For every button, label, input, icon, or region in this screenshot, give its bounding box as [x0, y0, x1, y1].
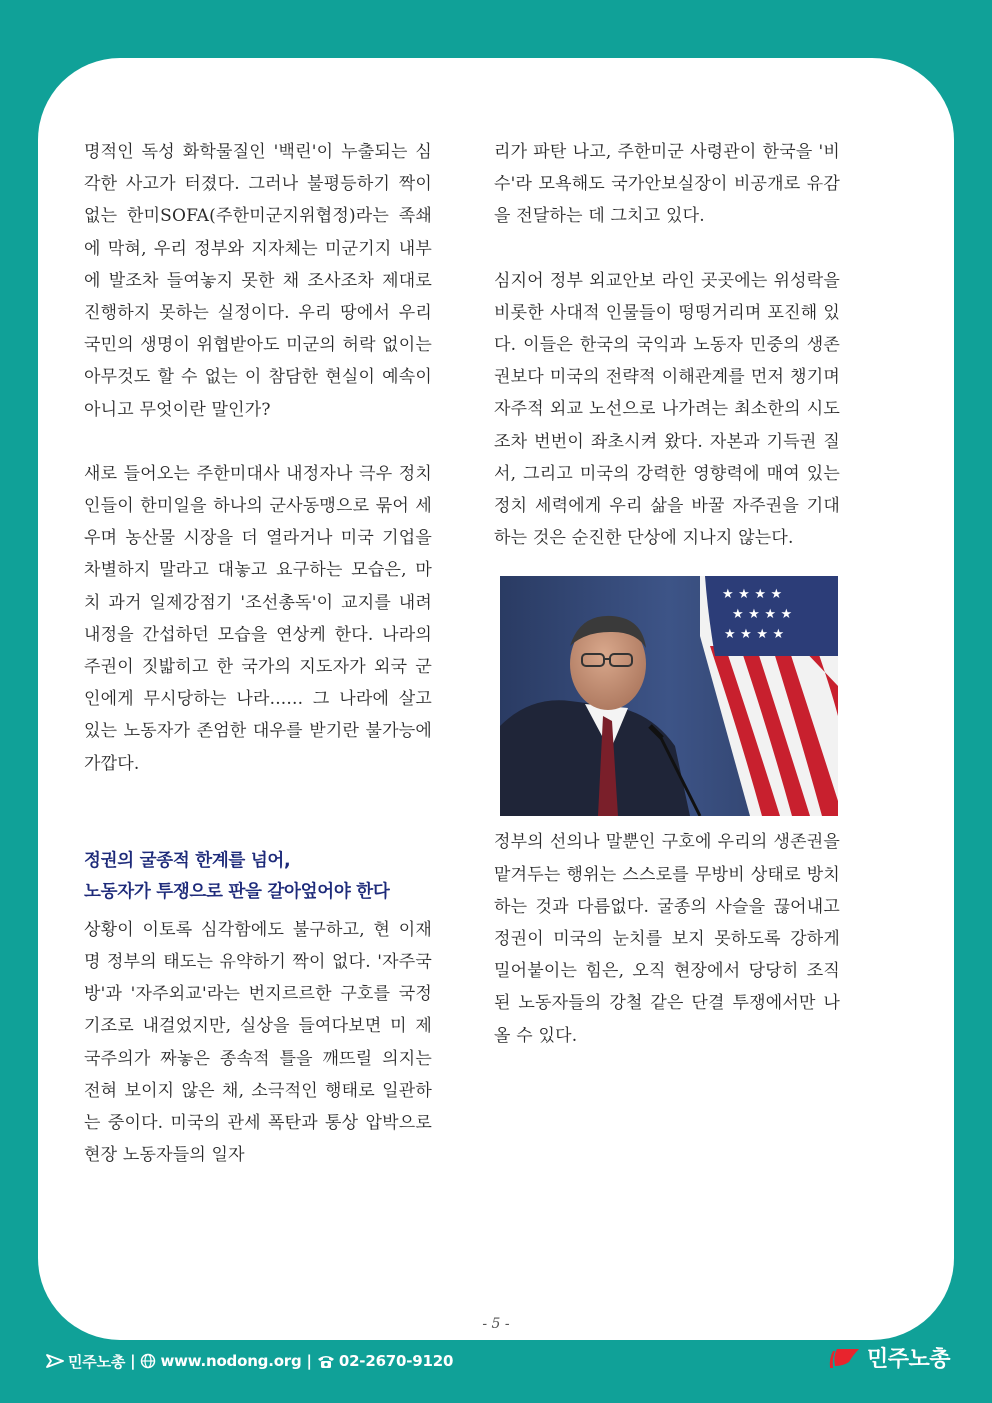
heading-line: 정권의 굴종적 한계를 넘어,: [84, 850, 291, 871]
footer-org: 민주노총: [68, 1352, 126, 1371]
right-column: [494, 136, 840, 1052]
phone-icon: [317, 1353, 335, 1369]
globe-icon: [140, 1353, 156, 1369]
paragraph: 심지어 정부 외교안보 라인 곳곳에는 위성락을 비롯한 사대적 인물들이 떵떵거리며 포진해 있다. 이들은 한국의 국익과 노동자 민중의 생존권보다 미국의 전략적 이해관계를 먼저 챙기며 자주적 외교 노선으로 나가려는 최소한의 시도조차 번번이 좌초시켜 왔다. 자본과 기득권 질서, 그리고 미국의 강력한 영향력에 매여 있는 정치 세력에게 우리 삶을 바꿀 자주권을 기대하는 것은 순진한 단상에 지나지 않는다.: [494, 270, 840, 549]
paragraph: 명적인 독성 화학물질인 '백린'이 누출되는 심각한 사고가 터졌다. 그러나 불평등하기 짝이 없는 한미SOFA(주한미군지위협정)라는 족쇄에 막혀, 우리 정부와 지자체는 미군기지 내부에 발조차 들여놓지 못한 채 조사조차 제대로 진행하지 못하는 실정이다. 우리 땅에서 우리 국민의 생명이 위협받아도 미군의 허락 없이는 아무것도 할 수 없는 이 참담한 현실이 예속이 아니고 무엇이란 말인가?: [84, 142, 432, 420]
brand-name: 민주노총: [866, 1347, 950, 1372]
svg-text:★ ★ ★ ★: ★ ★ ★ ★: [732, 607, 793, 623]
footer-contact: 민주노총 | www.nodong.org | 02-2670-9120: [46, 1346, 453, 1376]
svg-text:★ ★ ★ ★: ★ ★ ★ ★: [724, 627, 785, 643]
svg-text:★ ★ ★ ★: ★ ★ ★ ★: [722, 587, 783, 603]
send-arrow-icon: [46, 1353, 64, 1369]
heading-line: 노동자가 투쟁으로 판을 갈아엎어야 한다: [84, 881, 390, 902]
left-column: [84, 136, 432, 1171]
section-heading: [84, 846, 432, 908]
kctu-flag-logo-icon: [829, 1346, 863, 1370]
paragraph: 리가 파탄 나고, 주한미군 사령관이 한국을 '비수'라 모욕해도 국가안보실장이 비공개로 유감을 전달하는 데 그치고 있다.: [494, 142, 840, 227]
brand-logo: [829, 1342, 950, 1373]
footer-website[interactable]: www.nodong.org: [160, 1352, 302, 1370]
paragraph: 상황이 이토록 심각함에도 불구하고, 현 이재명 정부의 태도는 유약하기 짝이 없다. '자주국방'과 '자주외교'라는 번지르르한 구호를 국정 기조로 내걸었지만, 실상을 들여다보면 미 제국주의가 짜놓은 종속적 틀을 깨뜨릴 의지는 전혀 보이지 않은 채, 소극적인 행태로 일관하는 중이다. 미국의 관세 폭탄과 통상 압박으로 현장 노동자들의 일자: [84, 919, 432, 1166]
paragraph: 정부의 선의나 말뿐인 구호에 우리의 생존권을 맡겨두는 행위는 스스로를 무방비 상태로 방치하는 것과 다름없다. 굴종의 사슬을 끊어내고 정권이 미국의 눈치를 보지 못하도록 강하게 밀어붙이는 힘은, 오직 현장에서 당당히 조직된 노동자들의 강철 같은 단결 투쟁에서만 나올 수 있다.: [494, 832, 840, 1046]
paragraph: 새로 들어오는 주한미대사 내정자나 극우 정치인들이 한미일을 하나의 군사동맹으로 묶어 세우며 농산물 시장을 더 열라거나 미국 기업을 차별하지 말라고 대놓고 요구하는 모습은, 마치 과거 일제강점기 '조선총독'이 교지를 내려 내정을 간섭하던 모습을 연상케 한다. 나라의 주권이 짓밟히고 한 국가의 지도자가 외국 군인에게 무시당하는 나라...... 그 나라에 살고 있는 노동자가 존엄한 대우를 받기란 불가능에 가깝다.: [84, 463, 432, 774]
page-number: - 5 -: [482, 1316, 510, 1332]
photo-speaker-with-flag: [500, 576, 838, 816]
footer-phone: 02-2670-9120: [338, 1352, 454, 1370]
